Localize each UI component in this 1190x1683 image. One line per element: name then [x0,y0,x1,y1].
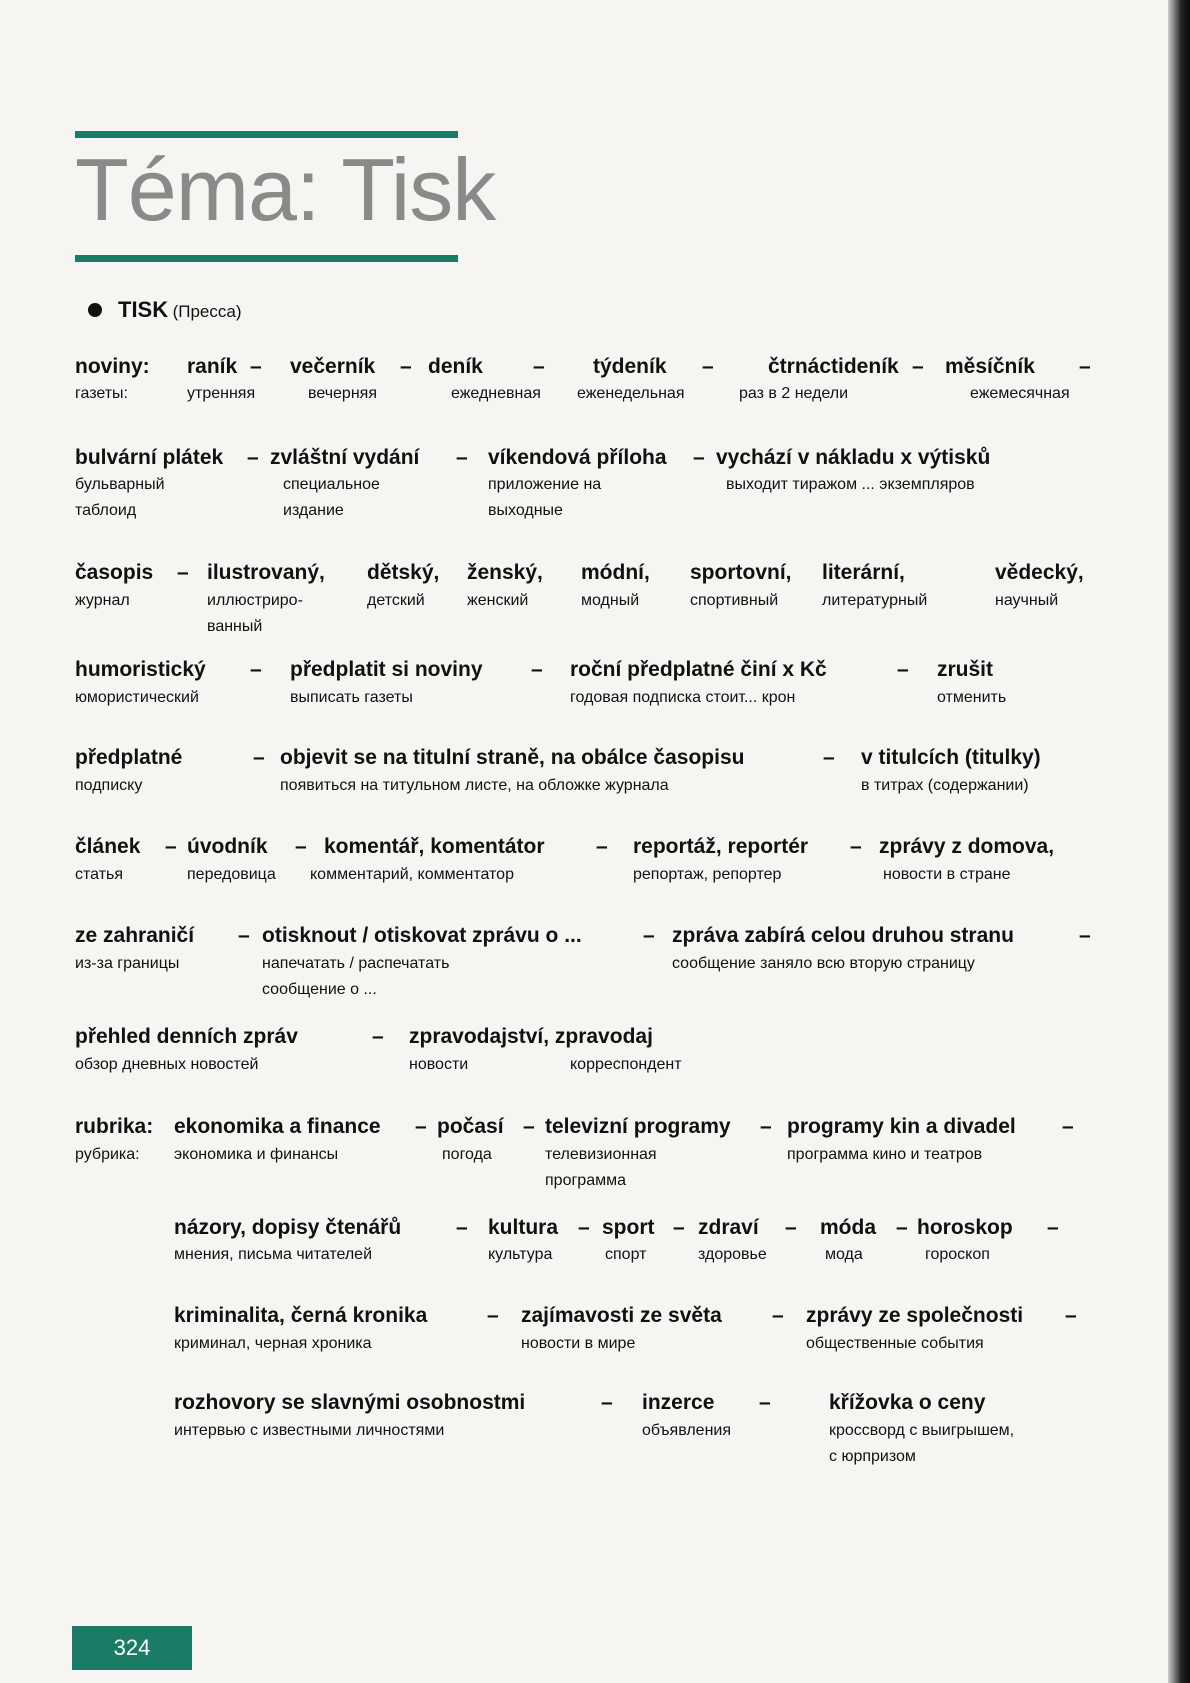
czech-term: ilustrovaný, [207,561,325,584]
russian-translation: репортаж, репортер [633,866,782,883]
russian-translation: с юрпризом [829,1448,916,1465]
russian-translation: иллюстриро- [207,592,303,609]
czech-term: – [673,1216,685,1239]
czech-term: módní, [581,561,650,584]
russian-translation: обзор дневных новостей [75,1056,259,1073]
czech-term: – [456,1216,468,1239]
russian-translation: кроссворд с выигрышем, [829,1422,1015,1439]
czech-term: – [702,355,714,378]
czech-term: zprávy ze společnosti [806,1304,1024,1327]
czech-term: – [253,746,265,769]
page-title: Téma: Tisk [75,140,496,239]
russian-translation: новости в стране [883,866,1011,883]
czech-term: – [759,1391,771,1414]
russian-translation: в титрах (содержании) [861,777,1029,794]
czech-term: kriminalita, černá kronika [174,1304,428,1327]
czech-term: – [247,446,259,469]
russian-translation: еженедельная [577,385,685,402]
czech-term: – [295,835,307,858]
russian-translation: объявления [642,1422,731,1439]
czech-term: deník [428,355,483,378]
czech-term: ženský, [467,561,543,584]
title-rule-bottom [75,255,458,262]
czech-term: – [643,924,655,947]
czech-term: zprávy z domova, [879,835,1055,858]
czech-term: – [897,658,909,681]
russian-translation: таблоид [75,502,137,519]
russian-translation: вечерняя [308,385,377,402]
czech-term: zrušit [937,658,994,681]
czech-term: – [415,1115,427,1138]
russian-translation: интервью с известными личностями [174,1422,445,1439]
russian-translation: сообщение заняло всю вторую страницу [672,955,975,972]
russian-translation: приложение на [488,476,602,493]
section-heading [118,297,241,323]
section-subtitle: (Пресса) [172,302,242,321]
page-number-box [72,1626,192,1670]
russian-translation: культура [488,1246,553,1263]
czech-term: – [372,1025,384,1048]
russian-translation: годовая подписка стоит... крон [570,689,796,706]
czech-term: počasí [437,1115,504,1138]
czech-term: inzerce [642,1391,715,1414]
russian-translation: из-за границы [75,955,180,972]
russian-translation: утренняя [187,385,256,402]
czech-term: sport [602,1216,655,1239]
russian-translation: выписать газеты [290,689,413,706]
russian-translation: сообщение о ... [262,981,377,998]
czech-term: móda [820,1216,877,1239]
russian-translation: выходные [488,502,563,519]
russian-translation: ежедневная [451,385,541,402]
bullet-icon [88,303,102,317]
czech-term: – [531,658,543,681]
czech-term: předplatit si noviny [290,658,483,681]
russian-translation: комментарий, комментатор [310,866,514,883]
russian-translation: гороскоп [925,1246,990,1263]
czech-term: – [1079,355,1091,378]
czech-term: zajímavosti ze světa [521,1304,722,1327]
title-rule-top [75,131,458,138]
russian-translation: подписку [75,777,143,794]
czech-term: – [177,561,189,584]
czech-term: úvodník [187,835,268,858]
czech-term: – [578,1216,590,1239]
czech-term: noviny: [75,355,150,378]
russian-translation: детский [367,592,425,609]
czech-term: bulvární plátek [75,446,224,469]
russian-translation: появиться на титульном листе, на обложке журнала [280,777,669,794]
russian-translation: научный [995,592,1059,609]
russian-translation: криминал, черная хроника [174,1335,372,1352]
czech-term: televizní programy [545,1115,731,1138]
czech-term: horoskop [917,1216,1013,1239]
czech-term: ze zahraničí [75,924,195,947]
russian-translation: выходит тиражом ... экземпляров [726,476,975,493]
russian-translation: женский [467,592,529,609]
czech-term: dětský, [367,561,440,584]
czech-term: – [693,446,705,469]
russian-translation: программа кино и театров [787,1146,983,1163]
czech-term: komentář, komentátor [324,835,545,858]
czech-term: článek [75,835,141,858]
russian-translation: новости в мире [521,1335,636,1352]
czech-term: – [1065,1304,1077,1327]
czech-term: rubrika: [75,1115,154,1138]
czech-term: humoristický [75,658,206,681]
czech-term: týdeník [593,355,667,378]
czech-term: křížovka o ceny [829,1391,986,1414]
czech-term: – [850,835,862,858]
russian-translation: юмористический [75,689,199,706]
czech-term: ekonomika a finance [174,1115,381,1138]
czech-term: reportáž, reportér [633,835,809,858]
czech-term: v titulcích (titulky) [861,746,1041,769]
czech-term: – [456,446,468,469]
czech-term: raník [187,355,238,378]
czech-term: – [785,1216,797,1239]
czech-term: – [165,835,177,858]
czech-term: – [523,1115,535,1138]
russian-translation: раз в 2 недели [739,385,849,402]
russian-translation: спортивный [690,592,779,609]
czech-term: vědecký, [995,561,1084,584]
russian-translation: спорт [605,1246,647,1263]
russian-translation: статья [75,866,124,883]
czech-term: víkendová příloha [488,446,667,469]
russian-translation: передовица [187,866,276,883]
russian-translation: рубрика: [75,1146,140,1163]
czech-term: – [1062,1115,1074,1138]
czech-term: – [250,355,262,378]
czech-term: zvláštní vydání [270,446,420,469]
russian-translation: издание [283,502,344,519]
czech-term: čtrnáctideník [768,355,899,378]
czech-term: rozhovory se slavnými osobnostmi [174,1391,526,1414]
russian-translation: газеты: [75,385,128,402]
czech-term: – [238,924,250,947]
russian-translation: новости [409,1056,469,1073]
russian-translation: здоровье [698,1246,767,1263]
binding-shadow [1168,0,1190,1683]
czech-term: – [250,658,262,681]
czech-term: – [533,355,545,378]
czech-term: zpravodajství, zpravodaj [409,1025,653,1048]
russian-translation: литературный [822,592,928,609]
czech-term: měsíčník [945,355,1035,378]
czech-term: přehled denních zpráv [75,1025,298,1048]
russian-translation: общественные события [806,1335,984,1352]
russian-translation: экономика и финансы [174,1146,339,1163]
czech-term: objevit se na titulní straně, na obálce časopisu [280,746,745,769]
czech-term: kultura [488,1216,559,1239]
czech-term: – [896,1216,908,1239]
russian-translation: бульварный [75,476,165,493]
section-title: TISK [118,297,169,322]
czech-term: roční předplatné činí x Kč [570,658,827,681]
czech-term: – [772,1304,784,1327]
czech-term: – [487,1304,499,1327]
czech-term: – [760,1115,772,1138]
czech-term: zpráva zabírá celou druhou stranu [672,924,1014,947]
czech-term: otisknout / otiskovat zprávu o ... [262,924,582,947]
russian-translation: корреспондент [570,1056,682,1073]
russian-translation: телевизионная [545,1146,657,1163]
czech-term: literární, [822,561,905,584]
czech-term: – [400,355,412,378]
russian-translation: мнения, письма читателей [174,1246,372,1263]
russian-translation: программа [545,1172,626,1189]
czech-term: – [823,746,835,769]
czech-term: večerník [290,355,376,378]
czech-term: názory, dopisy čtenářů [174,1216,402,1239]
russian-translation: ванный [207,618,263,635]
czech-term: – [1079,924,1091,947]
czech-term: programy kin a divadel [787,1115,1016,1138]
page-number: 324 [113,1635,151,1660]
czech-term: – [1047,1216,1059,1239]
czech-term: předplatné [75,746,183,769]
russian-translation: мода [825,1246,863,1263]
russian-translation: погода [442,1146,492,1163]
russian-translation: ежемесячная [970,385,1070,402]
russian-translation: напечатать / распечатать [262,955,450,972]
czech-term: sportovní, [690,561,792,584]
czech-term: – [912,355,924,378]
czech-term: vychází v nákladu x výtisků [716,446,991,469]
czech-term: – [596,835,608,858]
czech-term: – [601,1391,613,1414]
czech-term: časopis [75,561,154,584]
russian-translation: отменить [937,689,1007,706]
russian-translation: журнал [75,592,130,609]
russian-translation: специальное [283,476,380,493]
russian-translation: модный [581,592,640,609]
czech-term: zdraví [698,1216,759,1239]
